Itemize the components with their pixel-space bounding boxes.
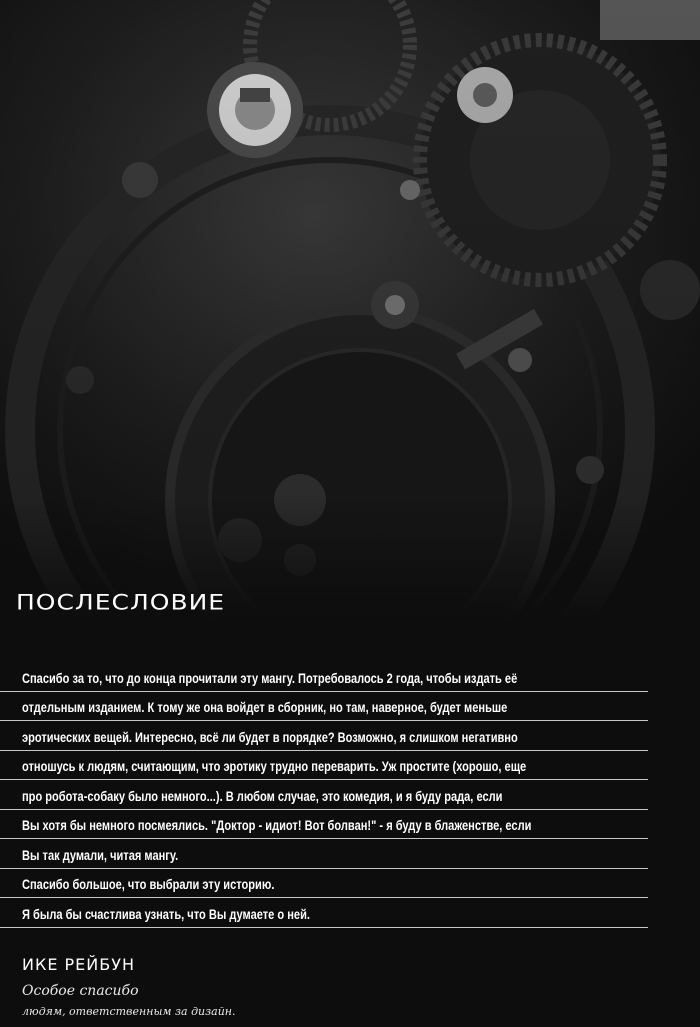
special-thanks-heading: Особое спасибо bbox=[22, 983, 139, 999]
text-line: про робота-собаку было немного...). В любом случае, это комедия, и я буду рада, если bbox=[0, 780, 648, 810]
text-line: Вы хотя бы немного посмеялись. "Доктор - идиот! Вот болван!" - я буду в блаженстве, если bbox=[0, 810, 648, 840]
text-line: Спасибо большое, что выбрали эту историю. bbox=[0, 869, 648, 899]
text-line: отдельным изданием. К тому же она войдет в сборник, но там, наверное, будет меньше bbox=[0, 692, 648, 722]
text-line: эротических вещей. Интересно, всё ли будет в порядке? Возможно, я слишком негативно bbox=[0, 721, 648, 751]
text-line: отношусь к людям, считающим, что эротику трудно переварить. Уж простите (хорошо, еще bbox=[0, 751, 648, 781]
special-thanks-detail: людям, ответственным за дизайн. bbox=[22, 1005, 236, 1018]
author-name: ИКЕ РЕЙБУН bbox=[22, 955, 136, 974]
text-line: Я была бы счастлива узнать, что Вы думаете о ней. bbox=[0, 898, 648, 928]
text-line: Вы так думали, читая мангу. bbox=[0, 839, 648, 869]
page-title: ПОСЛЕСЛОВИЕ bbox=[16, 590, 226, 615]
text-line: Спасибо за то, что до конца прочитали эту мангу. Потребовалось 2 года, чтобы издать её bbox=[0, 662, 648, 692]
afterword-text bbox=[0, 662, 700, 928]
